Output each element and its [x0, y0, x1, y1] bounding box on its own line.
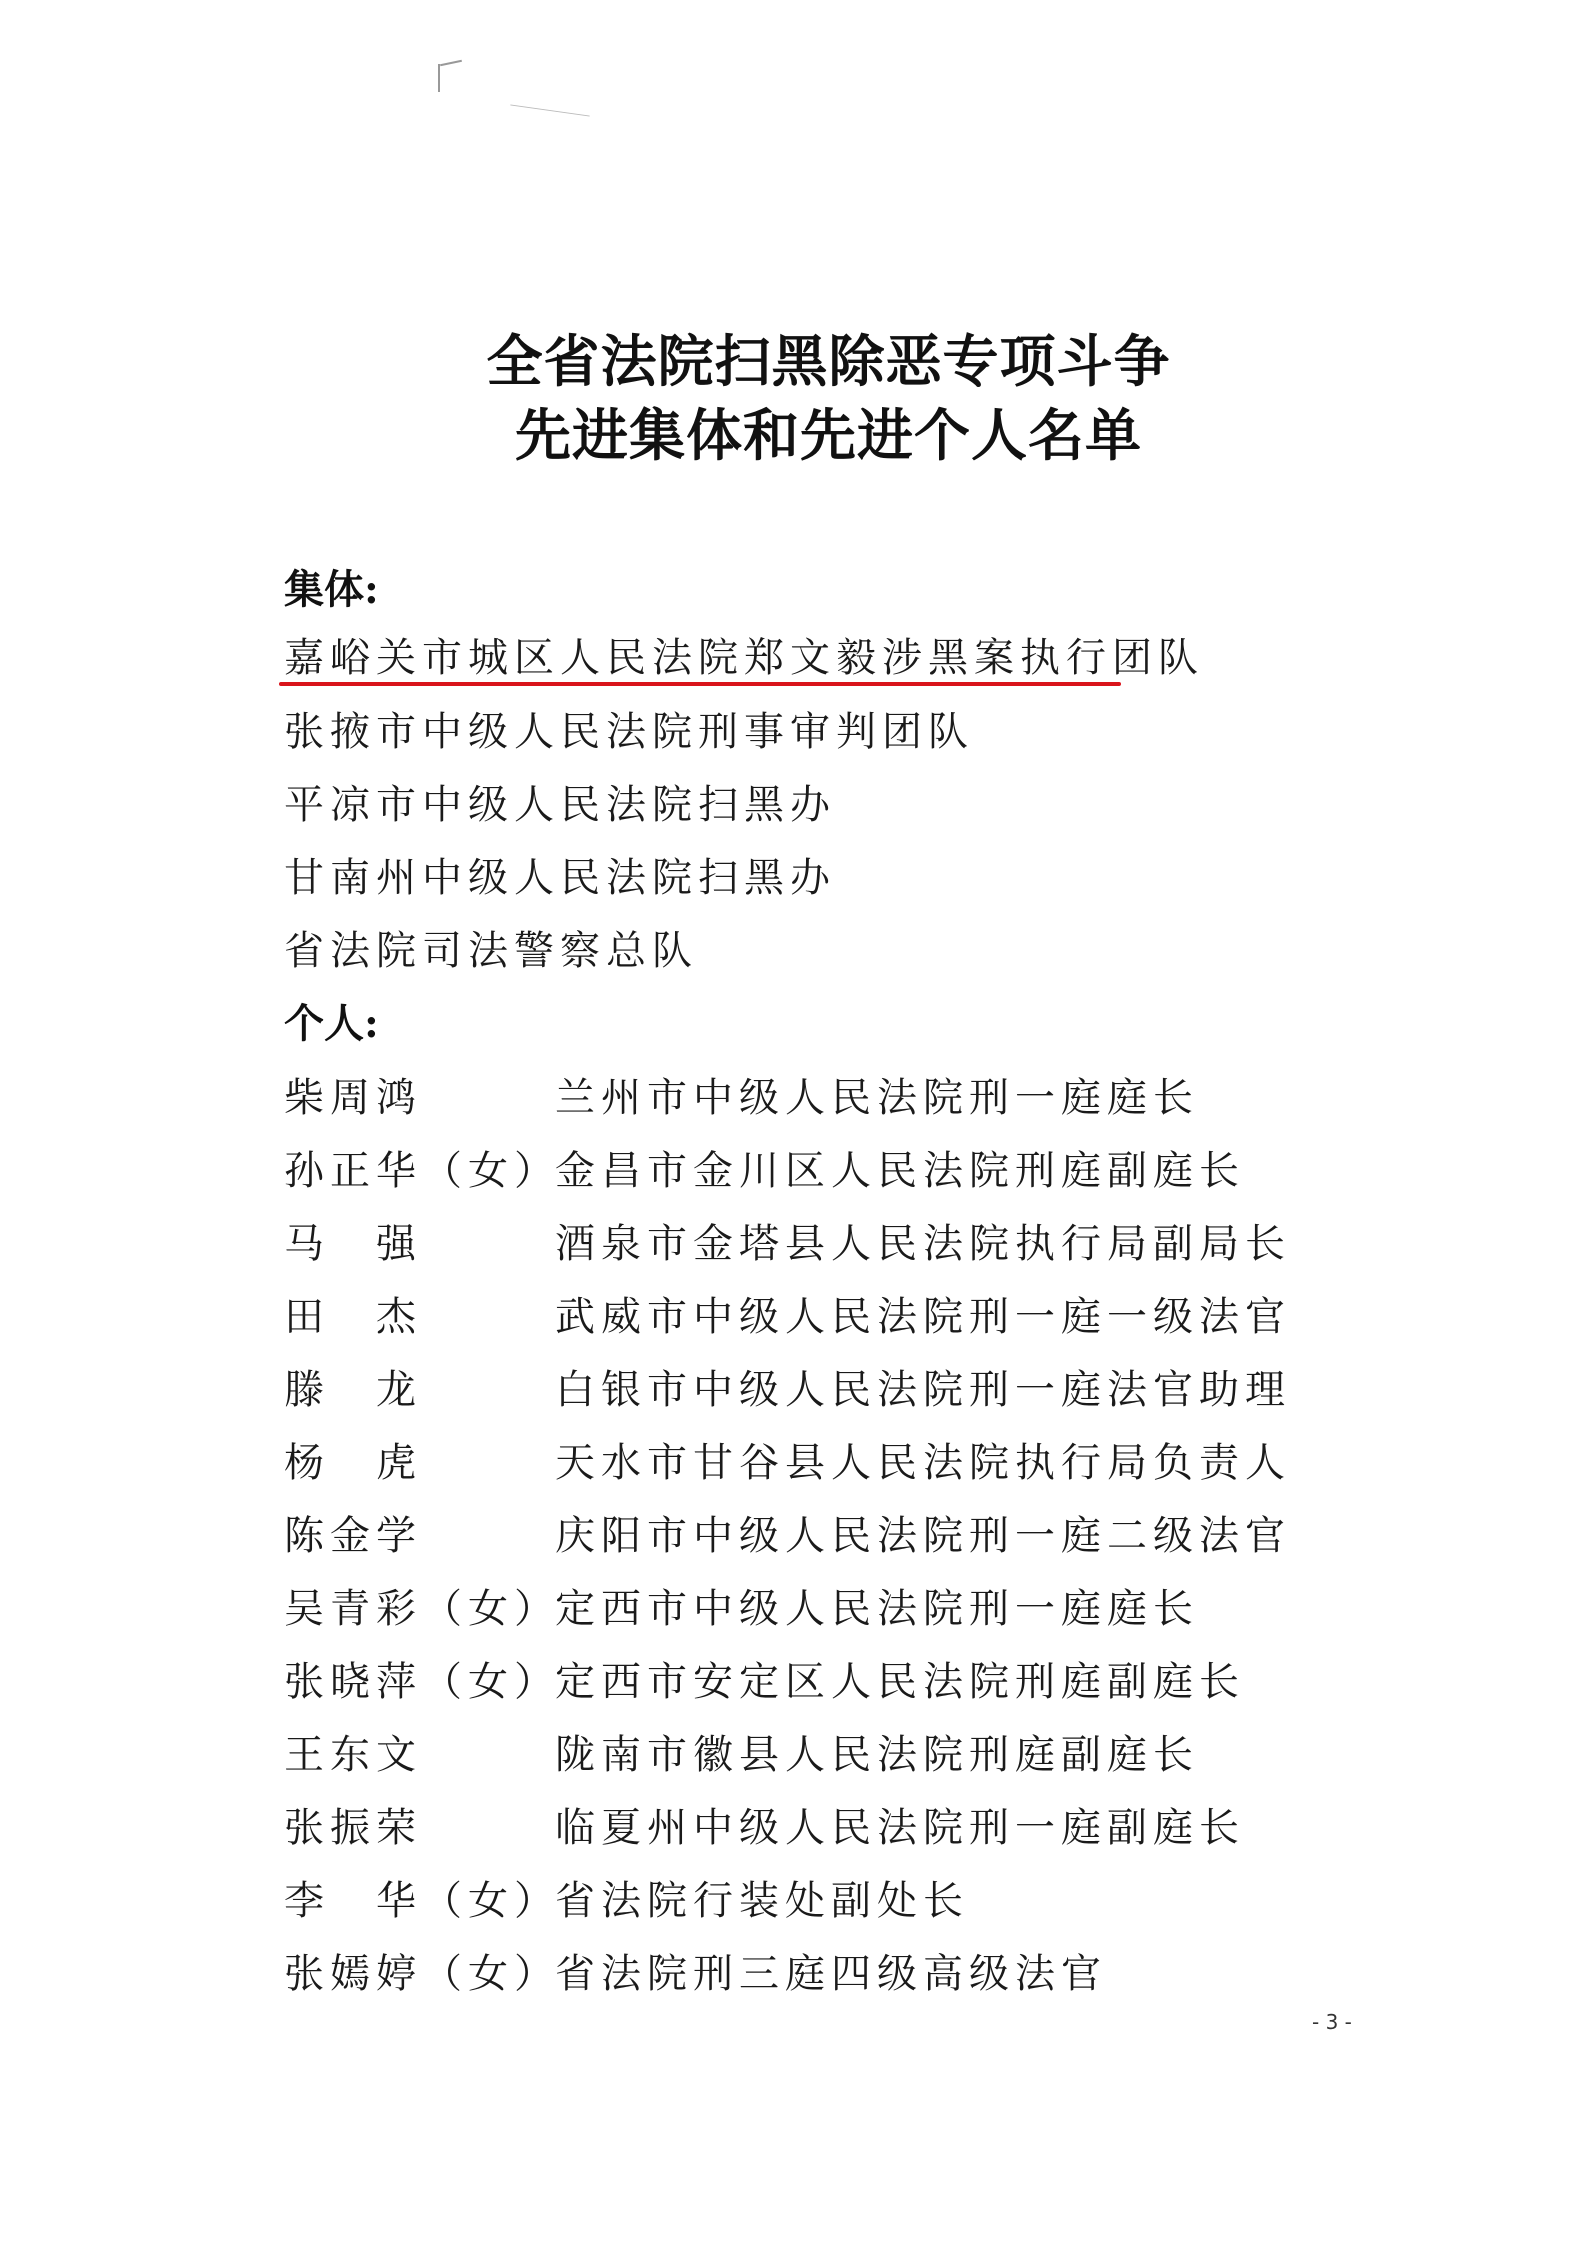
- document-title-line-1: 全省法院扫黑除恶专项斗争: [486, 329, 1171, 395]
- individual-heading: 个人:: [284, 1000, 379, 1047]
- person-name: 王东文: [284, 1732, 422, 1778]
- person-title: 武威市中级人民法院刑一庭一级法官: [555, 1294, 1291, 1340]
- collective-item: 省法院司法警察总队: [284, 928, 698, 974]
- person-name: 杨 虎: [284, 1440, 422, 1486]
- red-underline: [279, 682, 1121, 686]
- person-name: 吴青彩（女）: [284, 1586, 560, 1632]
- person-title: 酒泉市金塔县人民法院执行局副局长: [555, 1221, 1291, 1267]
- scan-artifact: [440, 60, 462, 67]
- person-name: 张嫣婷（女）: [284, 1951, 560, 1997]
- person-name: 陈金学: [284, 1513, 422, 1559]
- person-title: 省法院行装处副处长: [555, 1878, 969, 1924]
- person-name: 滕 龙: [284, 1367, 422, 1413]
- page-number: - 3 -: [1312, 2010, 1352, 2034]
- person-name: 张晓萍（女）: [284, 1659, 560, 1705]
- person-name: 张振荣: [284, 1805, 422, 1851]
- collective-item: 嘉峪关市城区人民法院郑文毅涉黑案执行团队: [284, 635, 1204, 681]
- collective-heading: 集体:: [284, 566, 379, 613]
- document-title-line-2: 先进集体和先进个人名单: [515, 403, 1142, 469]
- scan-artifact: [510, 104, 589, 116]
- person-title: 定西市中级人民法院刑一庭庭长: [555, 1586, 1199, 1632]
- person-title: 陇南市徽县人民法院刑庭副庭长: [555, 1732, 1199, 1778]
- person-name: 柴周鸿: [284, 1075, 422, 1121]
- person-title: 省法院刑三庭四级高级法官: [555, 1951, 1107, 1997]
- person-title: 临夏州中级人民法院刑一庭副庭长: [555, 1805, 1245, 1851]
- person-title: 天水市甘谷县人民法院执行局负责人: [555, 1440, 1291, 1486]
- person-title: 定西市安定区人民法院刑庭副庭长: [555, 1659, 1245, 1705]
- collective-item: 平凉市中级人民法院扫黑办: [284, 782, 836, 828]
- collective-item: 张掖市中级人民法院刑事审判团队: [284, 709, 974, 755]
- person-title: 庆阳市中级人民法院刑一庭二级法官: [555, 1513, 1291, 1559]
- collective-item: 甘南州中级人民法院扫黑办: [284, 855, 836, 901]
- person-name: 田 杰: [284, 1294, 422, 1340]
- person-name: 孙正华（女）: [284, 1148, 560, 1194]
- person-name: 李 华（女）: [284, 1878, 560, 1924]
- person-name: 马 强: [284, 1221, 422, 1267]
- person-title: 兰州市中级人民法院刑一庭庭长: [555, 1075, 1199, 1121]
- scan-artifact: [438, 64, 440, 92]
- person-title: 白银市中级人民法院刑一庭法官助理: [555, 1367, 1291, 1413]
- person-title: 金昌市金川区人民法院刑庭副庭长: [555, 1148, 1245, 1194]
